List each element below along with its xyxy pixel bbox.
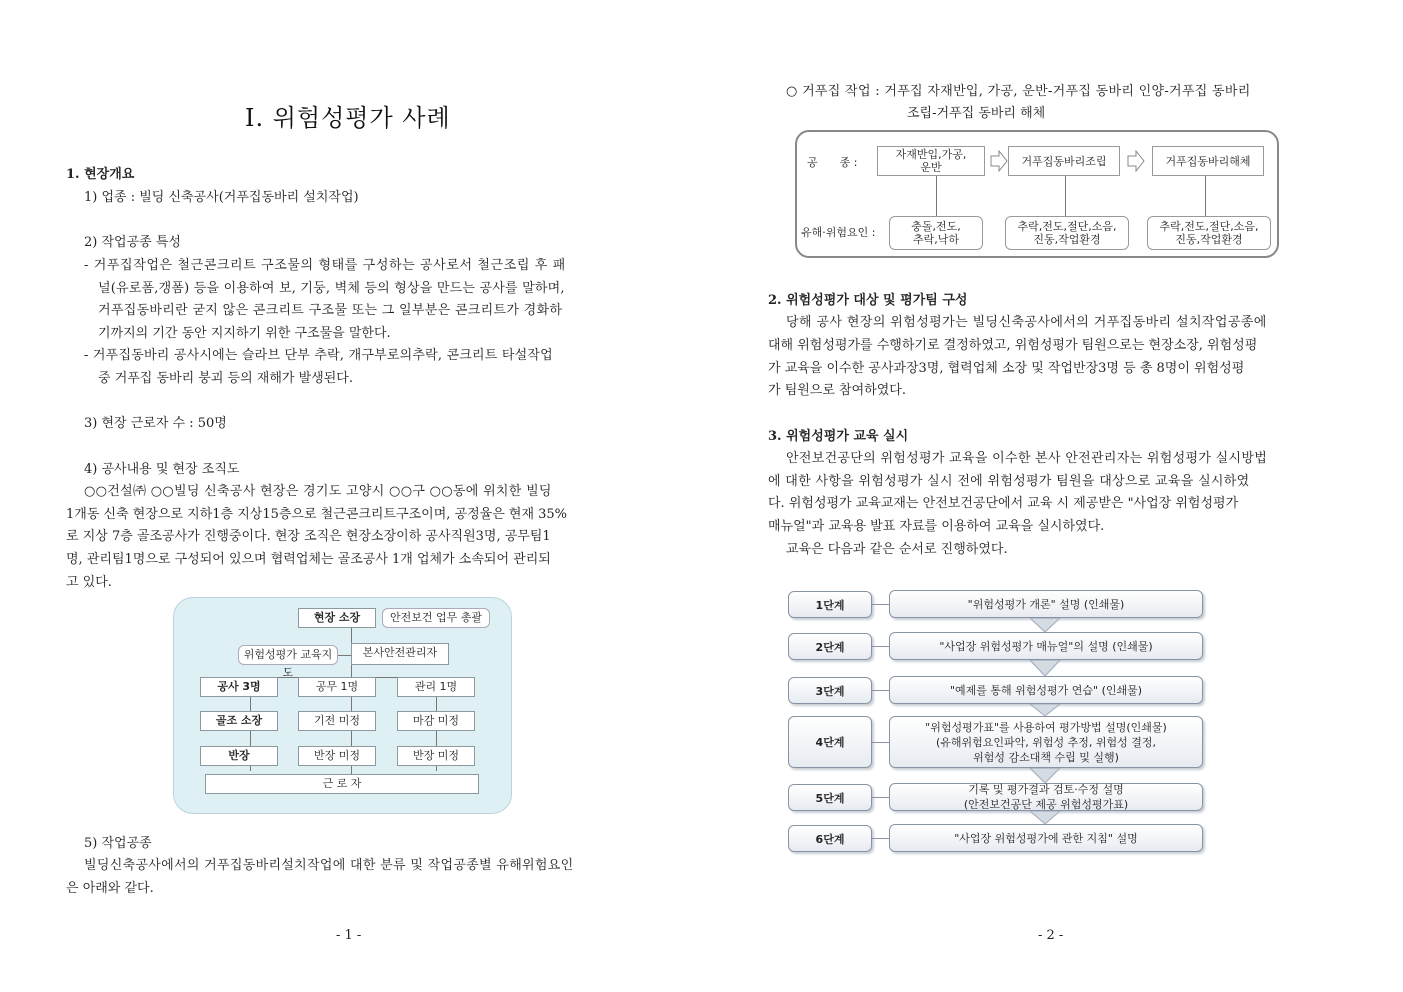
paragraph-line: 명, 관리팀1명으로 구성되어 있으며 협력업체는 골조공사 1개 업체가 소속되어 관리되 <box>66 552 551 567</box>
paragraph-line: 거푸집동바리란 굳지 않은 콘크리트 구조물 또는 그 일부분은 콘크리트가 경화하 <box>98 303 563 318</box>
industry-line: 1) 업종 : 빌딩 신축공사(거푸집동바리 설치작업) <box>84 190 359 205</box>
step-description <box>889 590 1203 618</box>
step-description-line: "사업장 위험성평가 매뉴얼"의 설명 (인쇄물) <box>939 639 1153 653</box>
arrow-down-icon <box>1020 660 1070 676</box>
org-hq-safety-manager: 본사안전관리자 <box>351 643 449 665</box>
step-description-line: 기록 및 평가결과 검토·수정 설명 <box>968 783 1124 796</box>
arrow-right-icon <box>1127 150 1145 172</box>
section-3-heading: 3. 위험성평가 교육 실시 <box>768 429 909 444</box>
org-education-guide: 위험성평가 교육지도 <box>238 645 338 665</box>
paragraph-line: 기까지의 기간 동안 지지하기 위한 구조물을 말한다. <box>98 326 391 341</box>
paragraph-line: 1개동 신축 현장으로 지하1층 지상15층으로 철근콘크리트구조이며, 공정율은 현재 35% <box>66 507 568 522</box>
arrow-down-icon <box>1020 704 1070 716</box>
step-description-line: "위험성평가 개론" 설명 (인쇄물) <box>967 597 1125 611</box>
org-chart <box>173 597 512 814</box>
paragraph-line: 에 대한 사항을 위험성평가 실시 전에 위험성평가 팀원을 대상으로 교육을 실시하였 <box>768 474 1250 489</box>
org-box: 공무 1명 <box>298 677 376 697</box>
org-box: 마감 미정 <box>397 711 475 731</box>
org-workers: 근 로 자 <box>205 774 479 794</box>
work-description-line: ○ 거푸집 작업 : 거푸집 자재반입, 가공, 운반-거푸집 동바리 인양-거푸집 동바리 <box>786 84 1251 99</box>
paragraph-line: 대해 위험성평가를 수행하기로 결정하였고, 위험성평가 팀원으로는 현장소장, 위험성평 <box>768 338 1258 353</box>
worker-count-line: 3) 현장 근로자 수 : 50명 <box>84 416 227 431</box>
step-connector <box>872 604 889 605</box>
paragraph-line: 안전보건공단의 위험성평가 교육을 이수한 본사 안전관리자는 위험성평가 실시방법 <box>786 451 1268 466</box>
step-description-line: "사업장 위험성평가에 관한 지침" 설명 <box>954 831 1138 845</box>
step-description-line: (유해위험요인파악, 위험성 추정, 위험성 결정, <box>935 735 1157 749</box>
org-box: 반장 미정 <box>298 746 376 766</box>
paragraph-line: ○○건설㈜ ○○빌딩 신축공사 현장은 경기도 고양시 ○○구 ○○동에 위치한 빌딩 <box>84 484 552 499</box>
step-description <box>889 676 1203 704</box>
paragraph-line: 널(유로폼,갱폼) 등을 이용하여 보, 기둥, 벽체 등의 형상을 만드는 공사를 말하며, <box>98 281 565 296</box>
step-description <box>889 824 1203 852</box>
hazard-box: 추락,전도,절단,소음, 진동,작업환경 <box>1005 216 1129 250</box>
paragraph-line: - 거푸집동바리 공사시에는 슬라브 단부 추락, 개구부로의추락, 콘크리트 타설작업 <box>84 348 553 363</box>
step-description-line: 위험성 감소대책 수립 및 실행) <box>973 750 1119 764</box>
step-connector <box>872 838 889 839</box>
arrow-down-icon <box>1020 811 1070 824</box>
paragraph-line: 고 있다. <box>66 575 112 590</box>
step-description <box>889 716 1203 768</box>
arrow-down-icon <box>1020 768 1070 783</box>
step-label: 4단계 <box>788 716 872 768</box>
hazard-label: 유해·위험요인 : <box>801 226 876 239</box>
org-heading: 4) 공사내용 및 현장 조직도 <box>84 462 240 477</box>
paragraph-line: - 거푸집작업은 철근콘크리트 구조물의 형태를 구성하는 공사로서 철근조립 후 패 <box>84 258 566 273</box>
step-connector <box>872 690 889 691</box>
step-label: 1단계 <box>788 591 872 618</box>
step-description-line: "예제를 통해 위험성평가 연습" (인쇄물) <box>949 683 1143 697</box>
step-label: 5단계 <box>788 784 872 811</box>
hazard-box: 충돌,전도, 추락,낙하 <box>889 216 983 250</box>
step-description <box>889 632 1203 660</box>
step-description-line: "위험성평가표"를 사용하여 평가방법 설명(인쇄물) <box>925 720 1167 734</box>
page-number: - 2 - <box>1038 928 1064 943</box>
org-box: 반장 <box>200 746 278 766</box>
org-box: 골조 소장 <box>200 711 278 731</box>
step-label: 6단계 <box>788 825 872 852</box>
org-box: 반장 미정 <box>397 746 475 766</box>
step-connector <box>872 742 889 743</box>
paragraph-line: 다. 위험성평가 교육교재는 안전보건공단에서 교육 시 제공받은 "사업장 위험성평가 <box>768 496 1239 511</box>
step-description <box>889 783 1203 811</box>
step-label: 3단계 <box>788 677 872 704</box>
step-description-line: (안전보건공단 제공 위험성평가표) <box>963 798 1129 811</box>
paragraph-line: 가 팀원으로 참여하였다. <box>768 383 906 398</box>
step-connector <box>872 646 889 647</box>
arrow-right-icon <box>990 150 1008 172</box>
section-2-heading: 2. 위험성평가 대상 및 평가팀 구성 <box>768 293 968 308</box>
hazard-box: 추락,전도,절단,소음, 진동,작업환경 <box>1147 216 1271 250</box>
work-description-line: 조립-거푸집 동바리 해체 <box>907 106 1046 121</box>
paragraph-line: 매뉴얼"과 교육용 발표 자료를 이용하여 교육을 실시하였다. <box>768 519 1105 534</box>
step-label: 2단계 <box>788 633 872 660</box>
org-site-manager: 현장 소장 <box>298 608 376 628</box>
work-characteristics-heading: 2) 작업공종 특성 <box>84 235 181 250</box>
process-stage: 거푸집동바리해체 <box>1152 146 1264 176</box>
paragraph-line: 교육은 다음과 같은 순서로 진행하였다. <box>786 542 1008 557</box>
arrow-down-icon <box>1020 618 1070 632</box>
process-stage: 자재반입,가공, 운반 <box>877 146 985 176</box>
org-box: 기전 미정 <box>298 711 376 731</box>
process-type-label: 공 종 : <box>807 156 858 169</box>
document-title: Ⅰ. 위험성평가 사례 <box>245 104 451 132</box>
paragraph-line: 은 아래와 같다. <box>66 881 154 896</box>
org-site-manager-note: 안전보건 업무 총괄 <box>382 608 490 628</box>
step-connector <box>872 797 889 798</box>
org-box: 관리 1명 <box>397 677 475 697</box>
page-2 <box>700 0 1403 992</box>
paragraph-line: 가 교육을 이수한 공사과장3명, 협력업체 소장 및 작업반장3명 등 총 8명이 위험성평 <box>768 361 1245 376</box>
page-1 <box>0 0 700 992</box>
paragraph-line: 당해 공사 현장의 위험성평가는 빌딩신축공사에서의 거푸집동바리 설치작업공종에 <box>786 315 1267 330</box>
section-1-heading: 1. 현장개요 <box>66 167 135 182</box>
work-types-heading: 5) 작업공종 <box>84 836 152 851</box>
org-box: 공사 3명 <box>200 677 278 697</box>
paragraph-line: 로 지상 7층 골조공사가 진행중이다. 현장 조직은 현장소장이하 공사직원3명, 공무팀1 <box>66 529 551 544</box>
paragraph-line: 중 거푸집 동바리 붕괴 등의 재해가 발생된다. <box>98 371 353 386</box>
process-diagram <box>795 130 1279 258</box>
paragraph-line: 빌딩신축공사에서의 거푸집동바리설치작업에 대한 분류 및 작업공종별 유해위험요인 <box>84 858 574 873</box>
page-number: - 1 - <box>336 928 362 943</box>
process-stage: 거푸집동바리조립 <box>1008 146 1120 176</box>
